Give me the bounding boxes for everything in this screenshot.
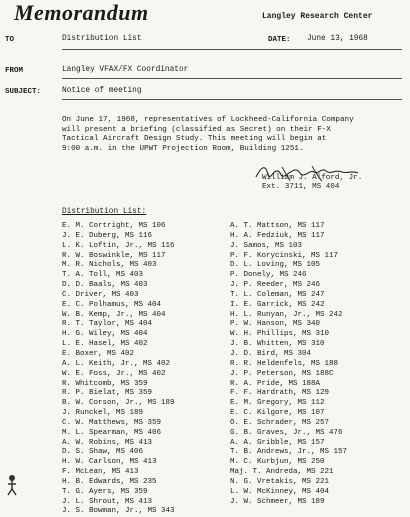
signature-block: [262, 174, 362, 192]
distribution-heading: Distribution List:: [62, 208, 147, 216]
distribution-entry: R. R. Heldenfels, MS 188: [230, 359, 339, 368]
distribution-left-column: [62, 222, 175, 517]
distribution-entry: P. F. Korycinski, MS 117: [230, 251, 339, 260]
distribution-entry: E. M. Cortright, MS 106: [62, 222, 166, 230]
distribution-entry: H. W. Carlson, MS 413: [62, 458, 157, 467]
distribution-entry: L. K. Loftin, Jr., MS 116: [62, 241, 175, 250]
distribution-entry: T. B. Andrews, Jr., MS 157: [230, 448, 348, 457]
distribution-entry: R. Whitcomb, MS 359: [62, 379, 148, 388]
distribution-entry: D. L. Loving, MS 105: [230, 261, 321, 270]
distribution-entry: J. P. Reeder, MS 246: [230, 281, 321, 290]
distribution-entry: B. W. Corson, Jr., MS 189: [62, 399, 175, 408]
distribution-entry: C. W. Matthews, MS 359: [62, 418, 162, 427]
distribution-entry: W. E. Foss, Jr., MS 402: [62, 369, 166, 378]
distribution-entry: F. F. Hardrath, MS 129: [230, 389, 330, 398]
distribution-entry: D. D. Baals, MS 403: [62, 281, 148, 290]
distribution-entry: L. W. McKinney, MS 404: [230, 487, 330, 496]
distribution-entry: H. B. Edwards, MS 235: [62, 477, 157, 486]
distribution-entry: J. D. Bird, MS 304: [230, 349, 312, 358]
distribution-entry: Maj. T. Andreda, MS 221: [230, 468, 334, 477]
distribution-entry: E. C. Kilgore, MS 107: [230, 409, 325, 418]
distribution-entry: W. B. Kemp, Jr., MS 404: [62, 310, 166, 319]
distribution-entry: A. W. Robins, MS 413: [62, 438, 153, 447]
subject-label: SUBJECT:: [5, 88, 42, 96]
distribution-entry: T. A. Toll, MS 403: [62, 271, 144, 280]
distribution-entry: H. A. Fedziuk, MS 117: [230, 231, 325, 240]
distribution-right-column: [230, 222, 347, 507]
distribution-entry: J. Samos, MS 103: [230, 241, 303, 250]
figure-mark-icon: [5, 474, 19, 496]
distribution-entry: A. A. Gribble, MS 157: [230, 438, 325, 447]
distribution-entry: T. L. Coleman, MS 247: [230, 290, 325, 299]
date-label: DATE:: [268, 36, 291, 44]
distribution-entry: R. A. Pride, MS 188A: [230, 379, 321, 388]
subject-value: Notice of meeting: [62, 87, 142, 95]
distribution-entry: D. S. Shaw, MS 406: [62, 448, 144, 457]
from-value: Langley VFAX/FX Coordinator: [62, 66, 189, 74]
distribution-entry: P. W. Hanson, MS 340: [230, 320, 321, 329]
distribution-entry: J. S. Bowman, Jr., MS 343: [62, 507, 175, 516]
distribution-entry: J. B. Whitten, MS 310: [230, 340, 325, 349]
distribution-entry: G. B. Graves, Jr., MS 476: [230, 428, 343, 437]
signer-name: William J. Alford, Jr.: [262, 174, 363, 182]
distribution-entry: P. Donely, MS 246: [230, 271, 307, 280]
distribution-entry: A. T. Mattson, MS 117: [230, 222, 325, 230]
distribution-entry: N. G. Vretakis, MS 221: [230, 477, 330, 486]
distribution-entry: M. C. Kurbjun, MS 250: [230, 458, 325, 467]
distribution-entry: F. McLean, MS 413: [62, 468, 139, 477]
distribution-entry: T. G. Ayers, MS 359: [62, 487, 148, 496]
to-value: Distribution List: [62, 35, 142, 43]
distribution-entry: J. W. Schmeer, MS 189: [230, 497, 325, 506]
distribution-entry: H. L. Runyan, Jr., MS 242: [230, 310, 343, 319]
from-label: FROM: [5, 67, 24, 75]
distribution-entry: J. Runckel, MS 189: [62, 409, 144, 418]
distribution-entry: C. Driver, MS 403: [62, 290, 139, 299]
subject-rule: [62, 99, 402, 100]
center-name: Langley Research Center: [262, 12, 373, 21]
distribution-entry: M. R. Nichols, MS 403: [62, 261, 157, 270]
distribution-entry: R. W. Boswinkle, MS 117: [62, 251, 166, 260]
distribution-entry: J. L. Shrout, MS 413: [62, 497, 153, 506]
distribution-entry: E. Boxer, MS 402: [62, 349, 135, 358]
distribution-entry: O. E. Schrader, MS 257: [230, 418, 330, 427]
date-value: June 13, 1968: [307, 35, 368, 43]
distribution-entry: R. P. Bielat, MS 359: [62, 389, 153, 398]
to-rule: [62, 49, 402, 50]
distribution-entry: L. E. Hasel, MS 402: [62, 340, 148, 349]
distribution-entry: W. H. Phillips, MS 310: [230, 330, 330, 339]
distribution-entry: J. E. Duberg, MS 116: [62, 231, 153, 240]
distribution-entry: M. L. Spearman, MS 406: [62, 428, 162, 437]
distribution-entry: H. G. Wiley, MS 404: [62, 330, 148, 339]
distribution-entry: E. C. Polhamus, MS 404: [62, 300, 162, 309]
distribution-entry: R. T. Taylor, MS 404: [62, 320, 153, 329]
distribution-entry: J. P. Peterson, MS 188C: [230, 369, 334, 378]
distribution-entry: A. L. Keith, Jr., MS 402: [62, 359, 171, 368]
distribution-entry: E. M. Gregory, MS 112: [230, 399, 325, 408]
memo-body: On June 17, 1968, representatives of Lockheed-California Company will present a briefing (classified as Secret) on their F-X Tactical Aircraft Design Study. This meeting will begin at 9:00 a.m. in the UPWT Projection Room, Building 1251.: [62, 116, 354, 153]
signer-ext: Ext. 3711, MS 404: [262, 183, 340, 191]
to-label: TO: [5, 36, 15, 44]
from-rule: [62, 78, 402, 79]
distribution-entry: I. E. Garrick, MS 242: [230, 300, 325, 309]
memo-title: Memorandum: [14, 0, 149, 25]
